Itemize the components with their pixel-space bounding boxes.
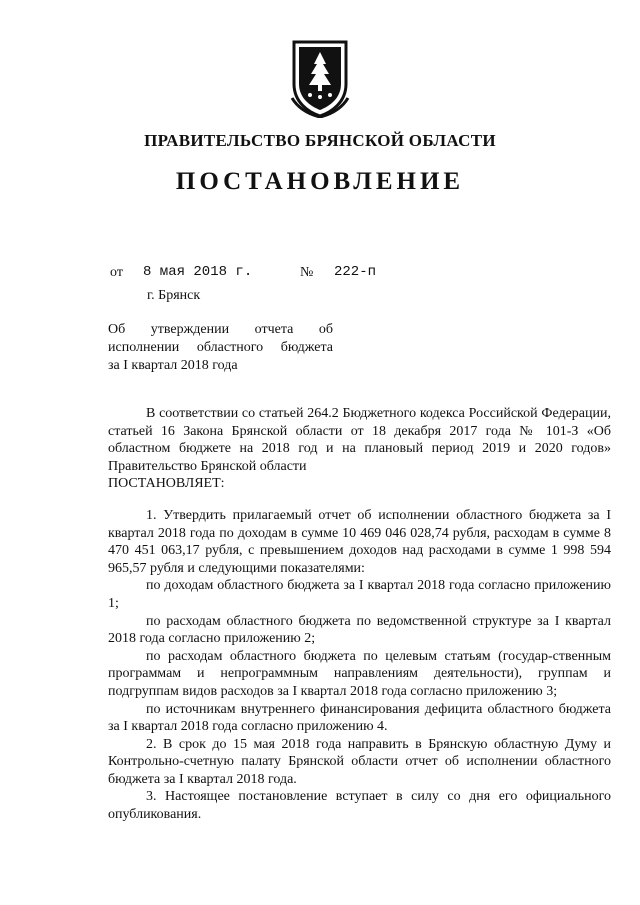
document-body bbox=[108, 405, 611, 824]
subject-line: исполнении областного бюджета bbox=[108, 340, 333, 355]
clause-2: 2. В срок до 15 мая 2018 года направить в Брянскую областную Думу и Контрольно-счетную палату Брянской области отчет об исполнении областного бюджета за I квартал 2018 года. bbox=[108, 736, 611, 787]
clause-1-b: по расходам областного бюджета по ведомственной структуре за I квартал 2018 года согласно приложению 2; bbox=[108, 613, 611, 647]
document-date: 8 мая 2018 г. bbox=[143, 264, 253, 280]
subject-line: за I квартал 2018 года bbox=[108, 358, 238, 373]
clause-1-a: по доходам областного бюджета за I квартал 2018 года согласно приложению 1; bbox=[108, 578, 611, 611]
document-subject bbox=[108, 321, 333, 375]
coat-of-arms-icon bbox=[288, 38, 352, 118]
clause-1-d: по источникам внутреннего финансирования дефицита областного бюджета за I квартал 2018 года согласно приложению 4. bbox=[108, 701, 611, 735]
document-number: 222-п bbox=[334, 264, 377, 280]
clause-3: 3. Настоящее постановление вступает в силу со дня его официального опубликования. bbox=[108, 789, 611, 823]
government-name: ПРАВИТЕЛЬСТВО БРЯНСКОЙ ОБЛАСТИ bbox=[144, 131, 496, 150]
date-prefix: от bbox=[110, 265, 123, 280]
resolves-heading: ПОСТАНОВЛЯЕТ: bbox=[108, 476, 225, 492]
number-prefix: № bbox=[300, 265, 314, 280]
clause-1-c: по расходам областного бюджета по целевым статьям (государ-ственным программам и непрограммным направлениям деятельности), группам и подгруппам видов расходов за I квартал 2018 года согласно приложению 3; bbox=[108, 648, 611, 699]
clause-1: 1. Утвердить прилагаемый отчет об исполнении областного бюджета за I квартал 2018 года по доходам в сумме 10 469 046 028,74 рубля, расходам в сумме 8 470 451 063,17 рубля, с превышением доходов над расходами в сумме 1 998 594 965,57 рубля и следующими показателями: bbox=[108, 507, 611, 576]
preamble: В соответствии со статьей 264.2 Бюджетного кодекса Российской Федерации, статьей 16 Закона Брянской области от 18 декабря 2017 года № 101-З «Об областном бюджете на 2018 год и на плановый период 2019 и 2020 годов» Правительство Брянской области bbox=[108, 406, 611, 474]
subject-line: Об утверждении отчета об bbox=[108, 322, 333, 337]
city: г. Брянск bbox=[147, 288, 201, 303]
document-title: ПОСТАНОВЛЕНИЕ bbox=[175, 168, 465, 195]
